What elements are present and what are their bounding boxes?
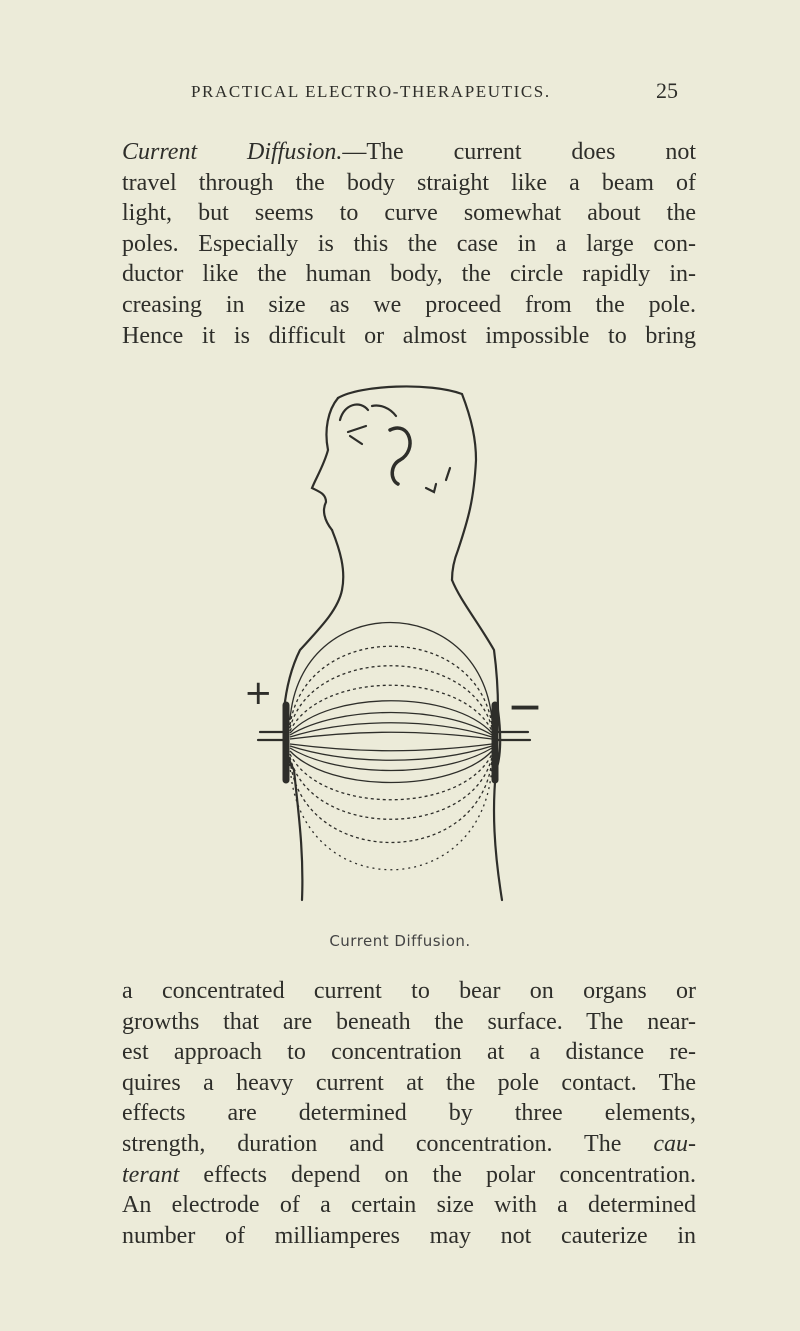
current-arc <box>290 666 492 728</box>
current-arc <box>290 757 492 819</box>
current-arc <box>290 744 492 751</box>
eye <box>348 426 366 444</box>
paragraph-line: travel through the body straight like a beam of <box>122 169 696 196</box>
paragraph-continued <box>122 976 696 1251</box>
paragraph-line: poles. Especially is this the case in a large con- <box>122 230 696 257</box>
paragraph-line: number of milliamperes may not cauterize in <box>122 1222 696 1249</box>
paragraph-line: An electrode of a certain size with a determined <box>122 1192 696 1219</box>
current-arc <box>290 732 492 739</box>
current-arc <box>290 685 492 731</box>
neck-back <box>452 580 498 710</box>
neck-front <box>284 530 343 710</box>
paragraph-line: Current Diffusion.—The current does not <box>122 139 696 165</box>
current-arc <box>290 764 492 870</box>
positive-label: + <box>244 673 273 713</box>
face-outline <box>312 398 338 530</box>
current-arc <box>290 746 492 760</box>
paragraph-line: growths that are beneath the surface. The near- <box>122 1008 696 1035</box>
paragraph-line: ductor like the human body, the circle rapidly in- <box>122 261 696 288</box>
paragraph-line: creasing in size as we proceed from the pole. <box>122 291 696 318</box>
paragraph-line: light, but seems to curve somewhat about the <box>122 200 696 227</box>
running-head: PRACTICAL ELECTRO-THERAPEUTICS. <box>191 82 551 101</box>
current-arc <box>290 623 492 721</box>
figure-caption: Current Diffusion. <box>329 932 471 950</box>
head-outline <box>338 386 476 580</box>
paragraph-line: effects are determined by three elements, <box>122 1100 696 1127</box>
paragraph-current-diffusion <box>122 137 696 351</box>
section-heading: Current Diffusion. <box>122 139 343 165</box>
current-arc <box>290 701 492 733</box>
paragraph-line: strength, duration and concentration. The cau- <box>122 1130 696 1157</box>
paragraph-line: quires a heavy current at the pole contact. The <box>122 1069 696 1096</box>
current-diffusion-illustration <box>240 360 540 920</box>
paragraph-line: est approach to concentration at a distance re- <box>122 1039 696 1066</box>
paragraph-line: terant effects depend on the polar concentration. <box>122 1161 696 1188</box>
ear <box>390 428 410 484</box>
current-arc <box>290 760 492 843</box>
current-arc <box>290 751 492 783</box>
italic-word: cau- <box>653 1130 696 1157</box>
page-number: 25 <box>656 78 678 103</box>
paragraph-line: a concentrated current to bear on organs or <box>122 978 696 1004</box>
current-arc <box>290 723 492 737</box>
jaw-detail <box>426 468 450 492</box>
hair <box>340 405 396 420</box>
paragraph-line: Hence it is difficult or almost impossible to bring <box>122 322 696 349</box>
negative-label: — <box>510 689 540 724</box>
italic-word: terant <box>122 1161 180 1188</box>
